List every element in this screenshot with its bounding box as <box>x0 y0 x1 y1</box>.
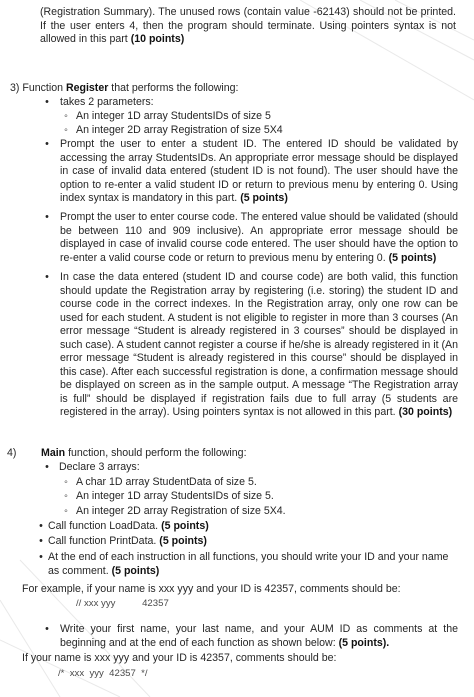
circle-bullet-icon: ◦ <box>64 110 68 122</box>
write-name-item: Write your first name, your last name, and your AUM ID as comments at the beginning and at the end of each function as shown below: (5 points). <box>60 623 458 649</box>
comment-instruction-item: At the end of each instruction in all functions, you should write your ID and your name as comment. (5 points) <box>48 551 449 577</box>
declare-arrays-item: Declare 3 arrays: <box>59 461 140 473</box>
example-text: For example, if your name is xxx yyy and your ID is 42357, comments should be: <box>22 583 401 595</box>
if-name-text: If your name is xxx yyy and your ID is 42357, comments should be: <box>22 652 337 664</box>
takes-parameters-item: takes 2 parameters: <box>60 96 154 108</box>
circle-bullet-icon: ◦ <box>64 124 68 136</box>
parameter-item-1: An integer 1D array StudentsIDs of size 5 <box>76 110 271 122</box>
bullet-icon: • <box>39 535 43 547</box>
circle-bullet-icon: ◦ <box>64 505 68 517</box>
bullet-icon: • <box>45 271 49 283</box>
comment-example-2: /* xxx yyy 42357 */ <box>58 668 148 679</box>
bullet-icon: • <box>39 551 43 563</box>
bullet-icon: • <box>45 96 49 108</box>
valid-data-registration-item: In case the data entered (student ID and course code) are both valid, this function should update the Registration array by registering (i.e. storing) the student ID and course code in the correct indexes. In the Registration array, only one row can be used for each student. A student is not eligible to register in more than 3 courses (An error message “Student is already registered in 3 courses” should be displayed in such case). A student cannot register a course if he/she is already registered in it (An error message “Student is already registered in this course” should be displayed in this case). After each successful registration is done, a confirmation message should be displayed on screen as in the sample output. A message “The Registration array is full” should be displayed if registration fails due to full array (5 students are registered in the array). Using pointers syntax is not allowed in this part. (30 points) <box>60 271 458 418</box>
section-3-heading: 3) Function Register that performs the following: <box>10 82 239 94</box>
bullet-icon: • <box>45 211 49 223</box>
circle-bullet-icon: ◦ <box>64 490 68 502</box>
parameter-item-2: An integer 2D array Registration of size 5X4 <box>76 124 283 136</box>
prompt-course-code-item: Prompt the user to enter course code. The entered value should be validated (should be between 110 and 909 inclusive). An appropriate error message should be displayed in case of invalid course code entered. The user should have the option to re-enter a valid course code or return to previous menu by entering 0. (5 points) <box>60 211 458 264</box>
bullet-icon: • <box>39 520 43 532</box>
call-loaddata-item: Call function LoadData. (5 points) <box>48 520 209 532</box>
circle-bullet-icon: ◦ <box>64 476 68 488</box>
call-printdata-item: Call function PrintData. (5 points) <box>48 535 207 547</box>
bullet-icon: • <box>45 461 49 473</box>
array-item-1: A char 1D array StudentData of size 5. <box>76 476 257 488</box>
bullet-icon: • <box>45 138 49 150</box>
comment-example-1: // xxx yyy 42357 <box>76 598 169 609</box>
array-item-3: An integer 2D array Registration of size 5X4. <box>76 505 286 517</box>
section-4-heading: Main function, should perform the following: <box>41 447 247 459</box>
array-item-2: An integer 1D array StudentsIDs of size 5. <box>76 490 274 502</box>
prompt-student-id-item: Prompt the user to enter a student ID. The entered ID should be validated by accessing the array StudentsIDs. An appropriate error message should be displayed in case of invalid data entered (student ID is not found). The user should have the option to re-enter a valid student ID or return to previous menu by entering 0. Using index syntax is mandatory in this part. (5 points) <box>60 138 458 204</box>
section-4-number: 4) <box>7 447 17 459</box>
continuation-paragraph: (Registration Summary). The unused rows (contain value -62143) should not be printed. If the user enters 4, then the program should terminate. Using pointers syntax is not allowed in this part (10 points) <box>40 6 456 45</box>
bullet-icon: • <box>45 623 49 635</box>
